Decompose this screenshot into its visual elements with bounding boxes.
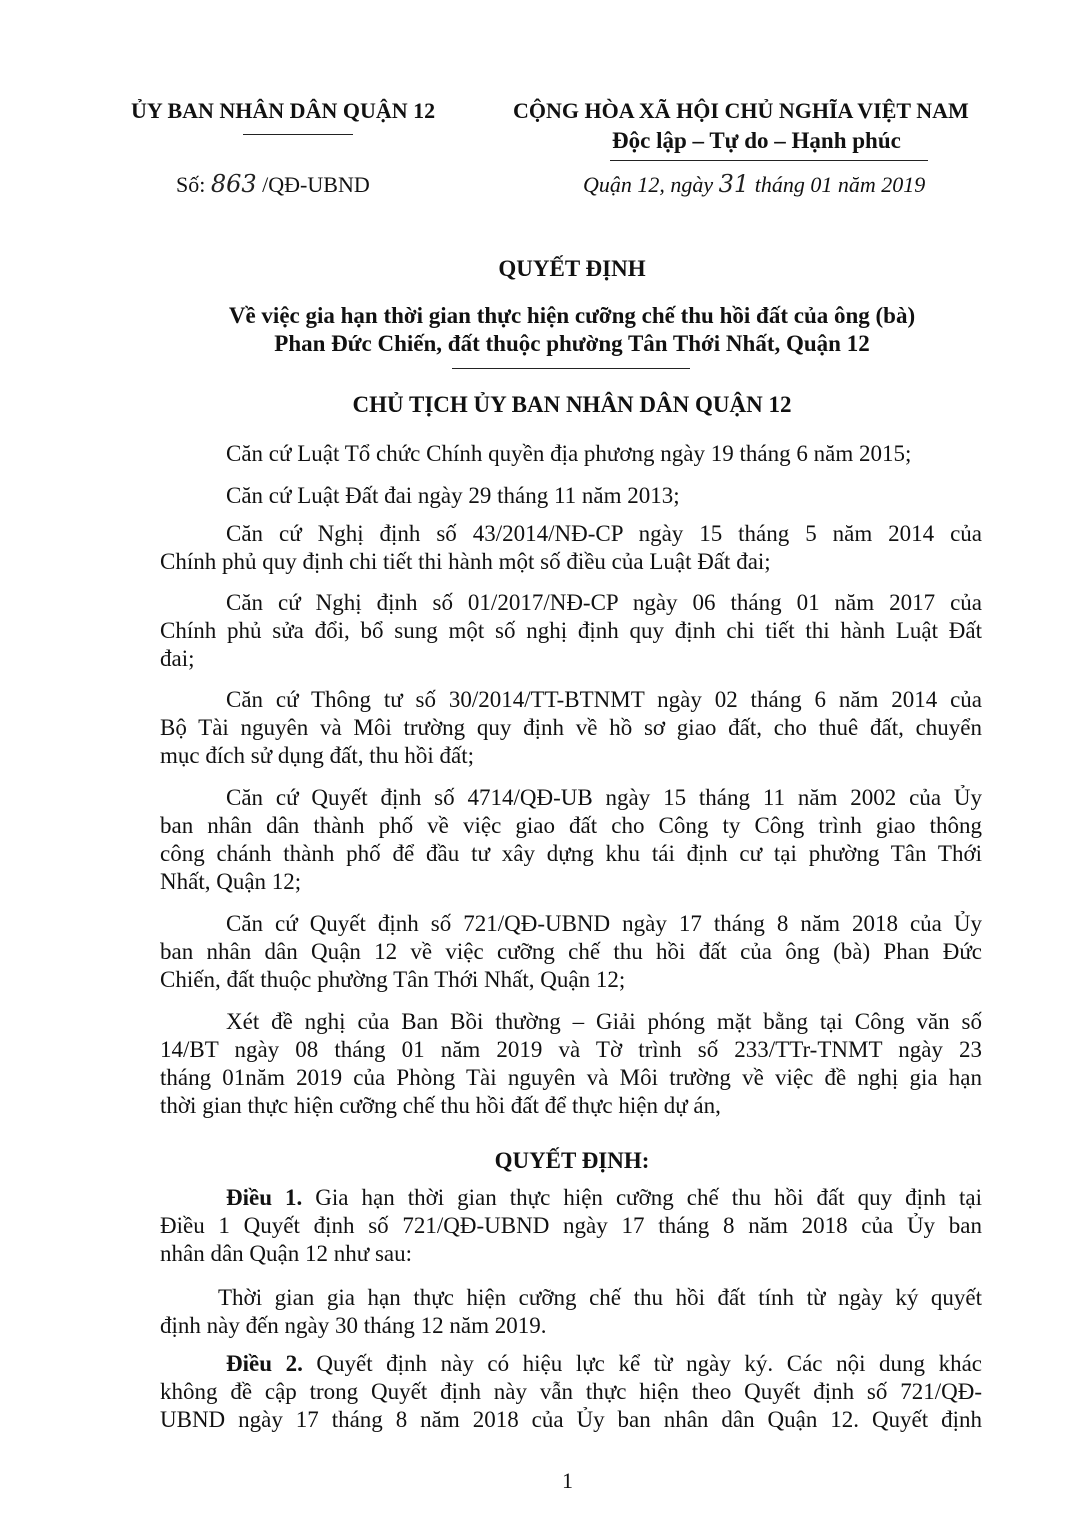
title-underline <box>452 368 690 369</box>
national-motto: Độc lập – Tự do – Hạnh phúc <box>612 128 901 153</box>
article-2: Điều 2. Quyết định này có hiệu lực kể từ ngày ký. Các nội dung khác không đề cập trong Quyết định này vẫn thực hiện theo Quyết định số 721/QĐ- UBND ngày 17 tháng 8 năm 2018 của Ủy ban nhân dân Quận 12. Quyết định <box>160 1351 982 1432</box>
number-handwritten: 863 <box>210 170 257 198</box>
country-name: CỘNG HÒA XÃ HỘI CHỦ NGHĨA VIỆT NAM <box>513 98 969 123</box>
legal-basis-2: Căn cứ Luật Đất đai ngày 29 tháng 11 năm 2013; <box>226 483 680 508</box>
date-prefix: Quận 12, ngày <box>583 172 714 197</box>
article-1: Điều 1. Gia hạn thời gian thực hiện cưỡng chế thu hồi đất quy định tại Điều 1 Quyết định số 721/QĐ-UBND ngày 17 tháng 8 năm 2018 của Ủy ban nhân dân Quận 12 như sau: <box>160 1185 983 1266</box>
document-title: QUYẾT ĐỊNH <box>498 256 646 281</box>
legal-basis-3: Căn cứ Nghị định số 43/2014/NĐ-CP ngày 15 tháng 5 năm 2014 của Chính phủ quy định chi tiết thi hành một số điều của Luật Đất đai; <box>160 521 982 574</box>
agency-underline <box>243 134 353 135</box>
document-date <box>583 170 925 198</box>
article-1-extension: Thời gian gia hạn thực hiện cưỡng chế thu hồi đất tính từ ngày ký quyết định này đến ngày 30 tháng 12 năm 2019. <box>160 1285 982 1338</box>
date-suffix: tháng 01 năm 2019 <box>754 172 926 197</box>
legal-basis-7: Căn cứ Quyết định số 721/QĐ-UBND ngày 17 tháng 8 năm 2018 của Ủy ban nhân dân Quận 12 về việc cưỡng chế thu hồi đất của ông (bà) Phan Đức Chiến, đất thuộc phường Tân Thới Nhất, Quận 12; <box>160 911 982 992</box>
proposal-paragraph: Xét đề nghị của Ban Bồi thường – Giải phóng mặt bằng tại Công văn số 14/BT ngày 08 tháng 01 năm 2019 và Tờ trình số 233/TTr-TNMT ngày 23 tháng 01năm 2019 của Phòng Tài nguyên và Môi trường về việc đề nghị gia hạn thời gian thực hiện cưỡng chế thu hồi đất để thực hiện dự án, <box>160 1009 982 1118</box>
page-number: 1 <box>562 1468 573 1493</box>
number-suffix: /QĐ-UBND <box>262 172 370 197</box>
legal-basis-4: Căn cứ Nghị định số 01/2017/NĐ-CP ngày 06 tháng 01 năm 2017 của Chính phủ sửa đổi, bổ sung một số nghị định quy định chi tiết thi hành Luật Đất đai; <box>160 590 982 671</box>
legal-basis-5: Căn cứ Thông tư số 30/2014/TT-BTNMT ngày 02 tháng 6 năm 2014 của Bộ Tài nguyên và Môi trường quy định về hồ sơ giao đất, cho thuê đất, chuyển mục đích sử dụng đất, thu hồi đất; <box>160 687 982 768</box>
subject-line-1: Về việc gia hạn thời gian thực hiện cưỡng chế thu hồi đất của ông (bà) <box>228 303 916 328</box>
legal-basis-6: Căn cứ Quyết định số 4714/QĐ-UB ngày 15 tháng 11 năm 2002 của Ủy ban nhân dân thành phố về việc giao đất cho Công ty Công trình giao thông công chánh thành phố để đầu tư xây dựng khu tái định cư tại phường Tân Thới Nhất, Quận 12; <box>160 785 982 894</box>
motto-underline <box>610 160 928 161</box>
legal-basis-1: Căn cứ Luật Tổ chức Chính quyền địa phương ngày 19 tháng 6 năm 2015; <box>226 441 912 466</box>
document-number <box>176 170 370 198</box>
subject-line-2: Phan Đức Chiến, đất thuộc phường Tân Thới Nhất, Quận 12 <box>274 331 870 356</box>
article-2-label: Điều 2. <box>226 1351 303 1376</box>
number-prefix: Số: <box>176 172 206 197</box>
issuing-authority: CHỦ TỊCH ỦY BAN NHÂN DÂN QUẬN 12 <box>352 392 792 417</box>
article-1-label: Điều 1. <box>226 1185 303 1210</box>
agency-name: ỦY BAN NHÂN DÂN QUẬN 12 <box>131 98 436 123</box>
date-day-handwritten: 31 <box>718 170 750 198</box>
decision-heading: QUYẾT ĐỊNH: <box>494 1148 650 1173</box>
